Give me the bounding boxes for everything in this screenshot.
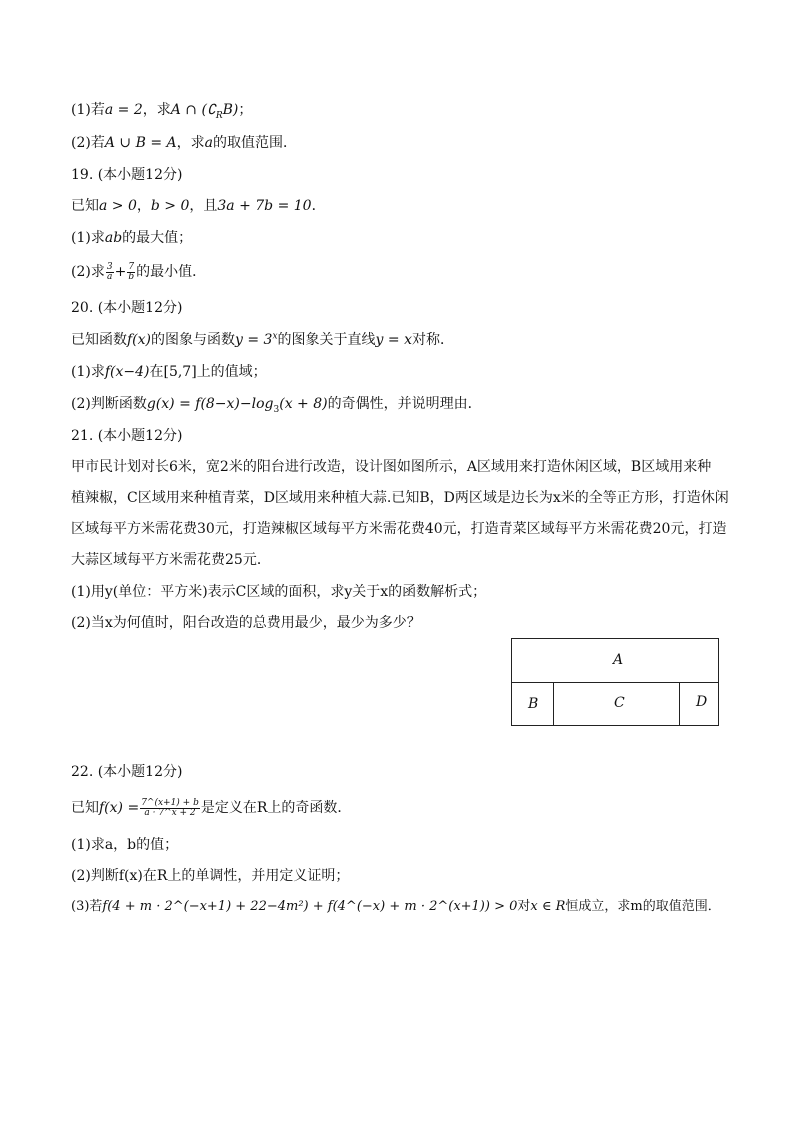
q22-p3-end: 恒成立，求m的取值范围．	[565, 899, 721, 914]
q20-stem-line: y = x	[375, 332, 412, 348]
q20-p1-func: f(x−4)	[104, 364, 150, 380]
q22-frac-den: a · 7^x + 2	[144, 807, 196, 818]
q20-p1-mid: 在	[149, 364, 164, 380]
q18-p1-subscript: R	[215, 110, 223, 121]
q19-stem-cond-a: a > 0	[99, 198, 137, 214]
q19-stem-sep: ，	[136, 198, 151, 214]
q18-p2-var: a	[204, 135, 213, 151]
q22-part2: (2)判断f(x)在R上的单调性，并用定义证明；	[71, 868, 350, 884]
q22-frac-num: 7^(x+1) + b	[141, 797, 199, 808]
q18-part2	[71, 133, 297, 153]
q19-part1	[71, 228, 192, 248]
q19-stem-end: ．	[311, 198, 326, 214]
q19-plus: +	[114, 264, 127, 280]
region-a-label: A	[613, 652, 624, 668]
q19-frac1-den: a	[107, 271, 113, 282]
q20-stem-mid: 的图象与函数	[151, 332, 236, 348]
q19-part2	[71, 262, 206, 282]
q20-stem-end: 对称．	[411, 332, 454, 348]
q21-stem-line2: 植辣椒，C区域用来种植青菜，D区域用来种植大蒜.已知B，D两区域是边长为x米的全等正方形，打造休闲	[71, 490, 729, 506]
q18-p2-prefix: (2)若	[71, 135, 105, 151]
q20-p2-log-arg: (x + 8)	[279, 396, 328, 412]
q21-header: 21. (本小题12分)	[71, 428, 183, 444]
q20-stem	[71, 330, 454, 350]
q18-p1-condition: a = 2	[104, 102, 143, 118]
q19-stem-cond-b: b > 0	[150, 198, 190, 214]
q21-stem-line4: 大蒜区域每平方米需花费25元．	[71, 552, 271, 568]
q21-stem-line1: 甲市民计划对长6米，宽2米的阳台进行改造，设计图如图所示，A区域用来打造休闲区域，B区域用来种	[71, 459, 712, 475]
q21-stem-line3: 区域每平方米需花费30元，打造辣椒区域每平方米需花费40元，打造青菜区域每平方米需花费20元，打造	[71, 521, 727, 537]
q18-p2-mid: ，求	[176, 135, 205, 151]
q18-p1-set-expr: A ∩ (∁	[170, 102, 216, 118]
q22-stem-func: f(x) =	[99, 800, 140, 816]
region-d	[679, 683, 718, 726]
region-c	[554, 683, 680, 726]
q20-stem-prefix: 已知函数	[71, 332, 127, 348]
q20-p2-func: g(x) = f(8−x)−log	[146, 396, 274, 412]
q20-p2-log-base: 3	[273, 404, 280, 415]
q19-p1-end: 的最大值；	[122, 230, 193, 246]
q22-header: 22. (本小题12分)	[71, 764, 183, 780]
q20-stem-exp-func: y = 3	[235, 332, 273, 348]
q20-p1-interval: [5,7]	[163, 364, 197, 380]
q20-stem-exponent: x	[272, 331, 278, 342]
q19-frac1-num: 3	[106, 261, 113, 272]
region-b	[512, 683, 554, 726]
q22-stem-prefix: 已知	[71, 800, 99, 816]
q21-part2: (2)当x为何值时，阳台改造的总费用最少，最少为多少？	[71, 615, 421, 631]
q19-stem-prefix: 已知	[71, 198, 99, 214]
q19-p1-prefix: (1)求	[71, 230, 105, 246]
q18-p2-end: 的取值范围．	[212, 135, 297, 151]
q18-p1-end: ；	[238, 102, 253, 118]
q18-p2-condition: A ∪ B = A	[104, 135, 177, 151]
region-b-label: B	[528, 696, 539, 712]
q19-frac2-num: 7	[128, 261, 135, 272]
q20-part1	[71, 362, 267, 382]
q20-p2-prefix: (2)判断函数	[71, 396, 147, 412]
q20-p1-end: 上的值域；	[196, 364, 267, 380]
q22-part1: (1)求a，b的值；	[71, 837, 179, 853]
region-a	[512, 639, 718, 683]
q20-p2-end: 的奇偶性，并说明理由．	[327, 396, 482, 412]
q20-stem-mid2: 的图象关于直线	[277, 332, 376, 348]
q18-p1-set-expr-end: B)	[222, 102, 239, 118]
q22-p3-prefix: (3)若	[71, 899, 103, 914]
q19-p1-var: ab	[104, 230, 123, 246]
q19-stem-mid: ，且	[189, 198, 218, 214]
balcony-diagram	[511, 638, 719, 726]
q19-stem	[71, 196, 326, 216]
q20-p1-prefix: (1)求	[71, 364, 105, 380]
q18-p1-prefix: (1)若	[71, 102, 105, 118]
region-c-label: C	[614, 695, 625, 711]
q19-stem-equation: 3a + 7b = 10	[217, 198, 312, 214]
q22-p3-condition: x ∈ R	[530, 899, 566, 914]
q22-fraction	[140, 799, 200, 818]
q18-p1-mid: ，求	[142, 102, 171, 118]
q21-part1: (1)用y(单位：平方米)表示C区域的面积，求y关于x的函数解析式；	[71, 584, 487, 600]
q18-part1	[71, 100, 252, 120]
q19-frac2-den: b	[128, 271, 135, 282]
q20-part2	[71, 394, 482, 414]
q22-stem	[71, 798, 351, 818]
q19-fraction-7b	[127, 263, 135, 282]
q19-fraction-3a	[106, 263, 114, 282]
q20-stem-func: f(x)	[127, 332, 152, 348]
q22-p3-inequality: f(4 + m · 2^(−x+1) + 22−4m²) + f(4^(−x) + m · 2^(x+1)) > 0	[102, 899, 518, 914]
q22-p3-mid: 对	[517, 899, 531, 914]
q19-header: 19. (本小题12分)	[71, 167, 183, 183]
q22-stem-end: 是定义在R上的奇函数．	[200, 800, 352, 816]
q20-header: 20. (本小题12分)	[71, 300, 183, 316]
region-d-label: D	[696, 694, 708, 710]
q19-p2-end: 的最小值．	[136, 264, 207, 280]
q22-part3	[71, 897, 721, 917]
q19-p2-prefix: (2)求	[71, 264, 105, 280]
